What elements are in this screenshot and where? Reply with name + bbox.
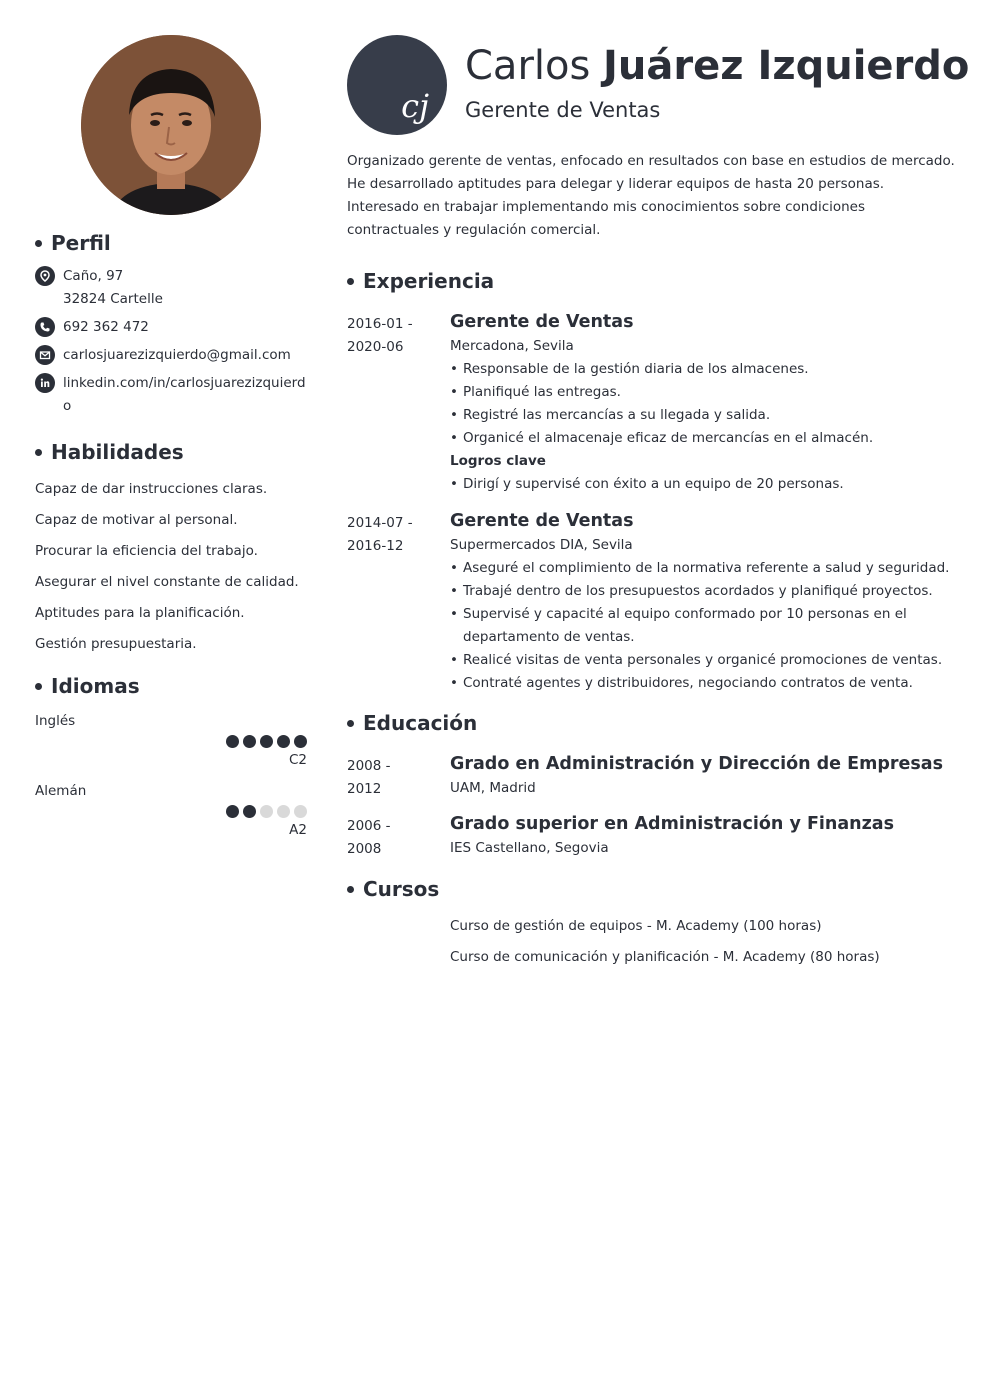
phone-number: 692 362 472 — [63, 319, 149, 335]
skill-item: Asegurar el nivel constante de calidad. — [35, 574, 299, 590]
bullet-item: • Registré las mercancías a su llegada y salida. — [450, 404, 959, 427]
date-start: 2006 - — [347, 818, 391, 834]
bullet-item: • Aseguré el complimiento de la normativa referente a salud y seguridad. — [450, 557, 959, 580]
last-name: Juárez Izquierdo — [603, 43, 970, 89]
address-line1: Caño, 97 — [63, 268, 124, 284]
monogram-text: cj — [401, 87, 429, 125]
skill-item: Capaz de motivar al personal. — [35, 512, 238, 528]
monogram-badge — [347, 35, 447, 135]
location-pin-icon — [35, 266, 55, 286]
experiencia-heading — [347, 267, 959, 295]
date-end: 2020-06 — [347, 339, 404, 355]
date-end: 2016-12 — [347, 538, 404, 554]
sidebar — [35, 35, 307, 850]
experience-bullets — [450, 358, 959, 450]
education-entry — [347, 751, 959, 801]
skill-item: Gestión presupuestaria. — [35, 636, 197, 652]
language-level: A2 — [289, 822, 307, 838]
language-rating — [35, 735, 307, 748]
email-icon — [35, 345, 55, 365]
contact-list — [35, 265, 307, 418]
rating-dot-empty — [294, 805, 307, 818]
experience-org: Supermercados DIA, Sevila — [450, 537, 633, 553]
experience-dates — [347, 508, 450, 695]
idiomas-title: Idiomas — [51, 674, 140, 698]
bullet-item: • Dirigí y supervisé con éxito a un equipo de 20 personas. — [450, 473, 959, 496]
contact-email — [35, 344, 307, 367]
education-title: Grado superior en Administración y Finanzas — [450, 814, 895, 834]
educacion-title: Educación — [363, 711, 478, 735]
experience-title: Gerente de Ventas — [450, 312, 634, 332]
education-dates — [347, 751, 450, 801]
language-level: C2 — [288, 752, 307, 768]
experiencia-title: Experiencia — [363, 269, 495, 293]
course-item: Curso de gestión de equipos - M. Academy (100 horas) — [450, 918, 822, 934]
rating-dot-empty — [277, 805, 290, 818]
language-name: Inglés — [35, 713, 76, 729]
language-item — [35, 780, 307, 842]
rating-dot-filled — [226, 805, 239, 818]
date-start: 2008 - — [347, 758, 391, 774]
rating-dot-filled — [243, 735, 256, 748]
habilidades-heading — [35, 438, 307, 466]
bullet-dot-icon — [347, 720, 354, 727]
education-title: Grado en Administración y Dirección de Empresas — [450, 754, 943, 774]
linkedin-url[interactable]: linkedin.com/in/carlosjuarezizquierdo — [63, 375, 306, 414]
education-entry — [347, 811, 959, 861]
education-org: UAM, Madrid — [450, 780, 536, 796]
education-list — [347, 751, 959, 861]
cursos-heading — [347, 875, 959, 903]
bullet-item: • Planifiqué las entregas. — [450, 381, 959, 404]
bullet-dot-icon — [35, 683, 42, 690]
linkedin-icon — [35, 373, 55, 393]
experience-bullets — [450, 557, 959, 695]
skills-list — [35, 478, 307, 656]
bullet-dot-icon — [35, 240, 42, 247]
email-address[interactable]: carlosjuarezizquierdo@gmail.com — [63, 347, 291, 363]
language-rating — [35, 805, 307, 818]
full-name — [465, 40, 969, 92]
skill-item: Aptitudes para la planificación. — [35, 605, 245, 621]
date-end: 2012 — [347, 781, 382, 797]
bullet-dot-icon — [347, 886, 354, 893]
experience-entry — [347, 309, 959, 496]
language-item — [35, 710, 307, 772]
rating-dot-filled — [226, 735, 239, 748]
summary-text: Organizado gerente de ventas, enfocado en resultados con base en estudios de mercado. He desarrollado aptitudes para delegar y liderar equipos de hasta 20 personas. Interesado en trabajar implementando mis conocimientos sobre condiciones contractuales y regulación comercial. — [347, 153, 955, 238]
rating-dot-empty — [260, 805, 273, 818]
phone-icon — [35, 317, 55, 337]
date-start: 2014-07 - — [347, 515, 413, 531]
contact-address — [35, 265, 307, 311]
cursos-title: Cursos — [363, 877, 440, 901]
achievements-heading: Logros clave — [450, 453, 546, 469]
rating-dot-filled — [260, 735, 273, 748]
job-role: Gerente de Ventas — [465, 98, 661, 122]
contact-linkedin — [35, 372, 307, 418]
rating-dot-filled — [277, 735, 290, 748]
rating-dot-filled — [294, 735, 307, 748]
contact-phone — [35, 316, 307, 339]
skill-item: Capaz de dar instrucciones claras. — [35, 481, 268, 497]
rating-dot-filled — [243, 805, 256, 818]
education-org: IES Castellano, Segovia — [450, 840, 609, 856]
bullet-item: • Organicé el almacenaje eficaz de mercancías en el almacén. — [450, 427, 959, 450]
perfil-title: Perfil — [51, 231, 111, 255]
experience-title: Gerente de Ventas — [450, 511, 634, 531]
experience-org: Mercadona, Sevila — [450, 338, 574, 354]
experience-entry — [347, 508, 959, 695]
language-name: Alemán — [35, 783, 87, 799]
bullet-item: • Realicé visitas de venta personales y organicé promociones de ventas. — [450, 649, 959, 672]
bullet-dot-icon — [347, 278, 354, 285]
bullet-item: • Responsable de la gestión diaria de los almacenes. — [450, 358, 959, 381]
perfil-heading — [35, 229, 307, 257]
languages-list — [35, 710, 307, 842]
courses-list — [347, 915, 959, 969]
experience-dates — [347, 309, 450, 496]
habilidades-title: Habilidades — [51, 440, 184, 464]
date-end: 2008 — [347, 841, 382, 857]
bullet-item: • Supervisé y capacité al equipo conformado por 10 personas en el departamento de ventas. — [450, 603, 959, 649]
skill-item: Procurar la eficiencia del trabajo. — [35, 543, 258, 559]
idiomas-heading — [35, 672, 307, 700]
education-dates — [347, 811, 450, 861]
first-name: Carlos — [465, 43, 591, 89]
bullet-item: • Trabajé dentro de los presupuestos acordados y planifiqué proyectos. — [450, 580, 959, 603]
address-line2: 32824 Cartelle — [63, 291, 163, 307]
date-start: 2016-01 - — [347, 316, 413, 332]
profile-photo — [81, 35, 261, 215]
educacion-heading — [347, 709, 959, 737]
bullet-dot-icon — [35, 449, 42, 456]
achievements-bullets — [450, 473, 959, 496]
experience-list — [347, 309, 959, 695]
bullet-item: • Contraté agentes y distribuidores, negociando contratos de venta. — [450, 672, 959, 695]
main-content — [347, 150, 959, 977]
course-item: Curso de comunicación y planificación - M. Academy (80 horas) — [450, 949, 880, 965]
